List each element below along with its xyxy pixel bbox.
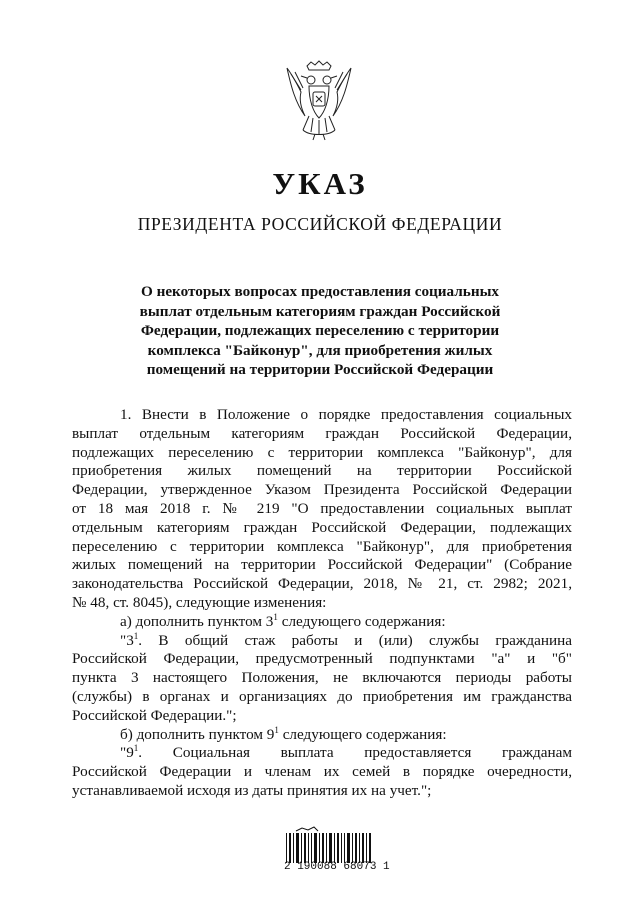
heading-line: помещений на территории Российской Федерации <box>146 361 494 378</box>
body-line: подлежащих переселению с территории комплекса "Байконур", для <box>72 443 572 461</box>
decree-body <box>72 406 572 801</box>
text-span: "9 <box>120 744 134 762</box>
body-line: Федерации, утвержденное Указом Президента Российской Федерации <box>72 481 572 499</box>
decree-heading <box>90 282 550 380</box>
subpoint-a-first-line <box>72 632 572 651</box>
subpoint-b-first-line <box>72 744 572 763</box>
body-line: № 48, ст. 8045), следующие изменения: <box>72 593 327 611</box>
body-line: Российской Федерации, предусмотренный подпунктами "а" и "б" <box>72 650 572 668</box>
subpoint-b-intro <box>72 726 572 745</box>
superscript: 1 <box>133 743 139 754</box>
text-span: . В общий стаж работы и (или) службы гражданина <box>138 631 572 649</box>
heading-line: комплекса "Байконур", для приобретения жилых <box>147 341 493 359</box>
body-line: переселению с территории комплекса "Байконур", для приобретения <box>72 537 572 555</box>
body-line: приобретения жилых помещений на территории Российской <box>72 462 572 480</box>
body-line: (службы) в органах и организациях до приобретения им гражданства <box>72 687 572 705</box>
superscript: 1 <box>133 630 139 641</box>
body-line: отдельным категориям граждан Российской Федерации, подлежащих <box>72 518 572 536</box>
text-span: а) дополнить пунктом 3 <box>120 612 274 630</box>
heading-line: Федерации, подлежащих переселению с территории <box>140 322 500 339</box>
document-title: УКАЗ <box>272 166 368 201</box>
superscript: 1 <box>274 724 279 735</box>
text-span: "3 <box>120 631 134 649</box>
body-line: 1. Внести в Положение о порядке предоставления социальных <box>120 406 572 423</box>
text-span: следующего содержания: <box>278 725 447 743</box>
subpoint-a-intro <box>72 613 572 632</box>
body-line: Российской Федерации."; <box>72 706 237 724</box>
heading-line: О некоторых вопросах предоставления социальных <box>140 283 500 300</box>
body-line: от 18 мая 2018 г. № 219 "О предоставлении социальных выплат <box>72 499 572 517</box>
text-span: . Социальная выплата предоставляется гражданам <box>138 744 572 762</box>
barcode-number: 2 190088 68073 1 <box>284 861 390 873</box>
body-line: выплат отдельным категориям граждан Российской Федерации, <box>72 424 572 442</box>
text-span: б) дополнить пунктом 9 <box>120 725 275 743</box>
body-line: Российской Федерации и членам их семей в порядке очередности, <box>72 763 572 781</box>
body-line: устанавливаемой исходя из даты принятия их на учет."; <box>72 781 432 799</box>
heading-line: выплат отдельным категориям граждан Российской <box>139 302 501 320</box>
body-line: законодательства Российской Федерации, 2018, № 21, ст. 2982; 2021, <box>72 575 572 593</box>
body-line: пункта 3 настоящего Положения, не включаются периоды работы <box>72 669 572 687</box>
document-subtitle: ПРЕЗИДЕНТА РОССИЙСКОЙ ФЕДЕРАЦИИ <box>137 214 503 234</box>
coat-of-arms-emblem <box>283 60 355 142</box>
text-span: следующего содержания: <box>277 612 446 630</box>
superscript: 1 <box>273 611 278 622</box>
body-line: жилых помещений на территории Российской Федерации" (Собрание <box>72 556 572 574</box>
